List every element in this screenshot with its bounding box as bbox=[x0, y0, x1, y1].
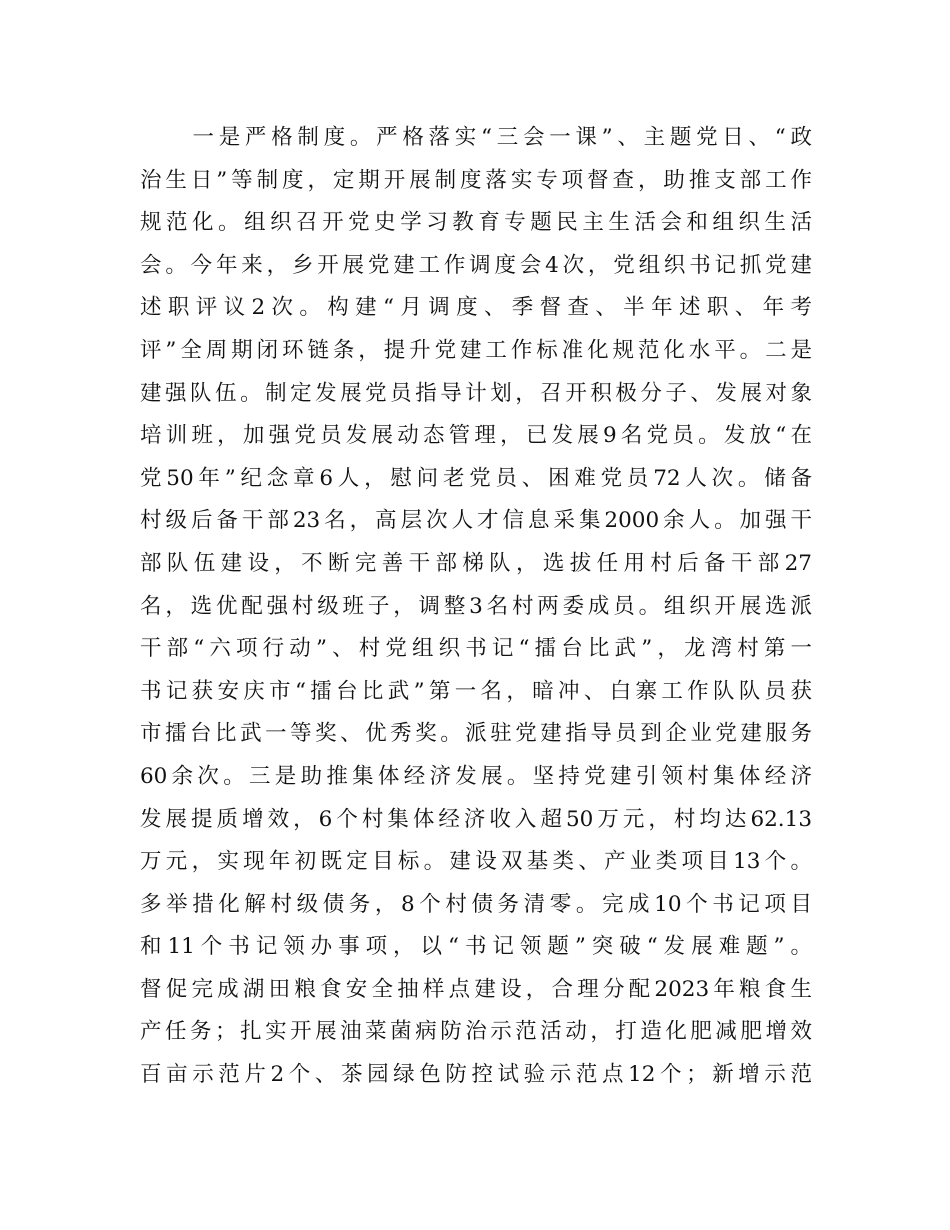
paragraph-line: 万元，实现年初既定目标。建设双基类、产业类项目13个。 bbox=[140, 849, 812, 875]
paragraph-line: 规范化。组织召开党史学习教育专题民主生活会和组织生活 bbox=[140, 210, 812, 236]
paragraph-line: 多举措化解村级债务，8个村债务清零。完成10个书记项目 bbox=[140, 891, 812, 917]
paragraph-line: 名，选优配强村级班子，调整3名村两委成员。组织开展选派 bbox=[140, 593, 812, 619]
paragraph-line: 党50年”纪念章6人，慰问老党员、困难党员72人次。储备 bbox=[140, 465, 812, 491]
paragraph-line: 建强队伍。制定发展党员指导计划，召开积极分子、发展对象 bbox=[140, 380, 812, 406]
paragraph-line: 治生日”等制度，定期开展制度落实专项督查，助推支部工作 bbox=[140, 167, 812, 193]
paragraph-line: 村级后备干部23名，高层次人才信息采集2000余人。加强干 bbox=[140, 508, 812, 534]
paragraph-line: 培训班，加强党员发展动态管理，已发展9名党员。发放“在 bbox=[140, 423, 812, 449]
paragraph-line: 会。今年来，乡开展党建工作调度会4次，党组织书记抓党建 bbox=[140, 252, 812, 278]
paragraph-line: 和11个书记领办事项，以“书记领题”突破“发展难题”。 bbox=[140, 934, 812, 960]
body-paragraph bbox=[140, 117, 812, 1097]
paragraph-line: 书记获安庆市“擂台比武”第一名，暗冲、白寨工作队队员获 bbox=[140, 678, 812, 704]
paragraph-line: 一是严格制度。严格落实“三会一课”、主题党日、“政 bbox=[140, 125, 812, 150]
paragraph-line: 述职评议2次。构建“月调度、季督查、半年述职、年考 bbox=[140, 295, 812, 321]
paragraph-line: 百亩示范片2个、茶园绿色防控试验示范点12个；新增示范 bbox=[140, 1062, 812, 1088]
paragraph-line: 评”全周期闭环链条，提升党建工作标准化规范化水平。二是 bbox=[140, 337, 812, 363]
paragraph-line: 干部“六项行动”、村党组织书记“擂台比武”，龙湾村第一 bbox=[140, 636, 812, 662]
paragraph-line: 部队伍建设，不断完善干部梯队，选拔任用村后备干部27 bbox=[140, 550, 812, 576]
paragraph-line: 产任务；扎实开展油菜菌病防治示范活动，打造化肥减肥增效 bbox=[140, 1019, 812, 1045]
paragraph-line: 60余次。三是助推集体经济发展。坚持党建引领村集体经济 bbox=[140, 763, 812, 789]
paragraph-line: 督促完成湖田粮食安全抽样点建设，合理分配2023年粮食生 bbox=[140, 976, 812, 1002]
paragraph-line: 市擂台比武一等奖、优秀奖。派驻党建指导员到企业党建服务 bbox=[140, 721, 812, 747]
paragraph-line: 发展提质增效，6个村集体经济收入超50万元，村均达62.13 bbox=[140, 806, 812, 832]
